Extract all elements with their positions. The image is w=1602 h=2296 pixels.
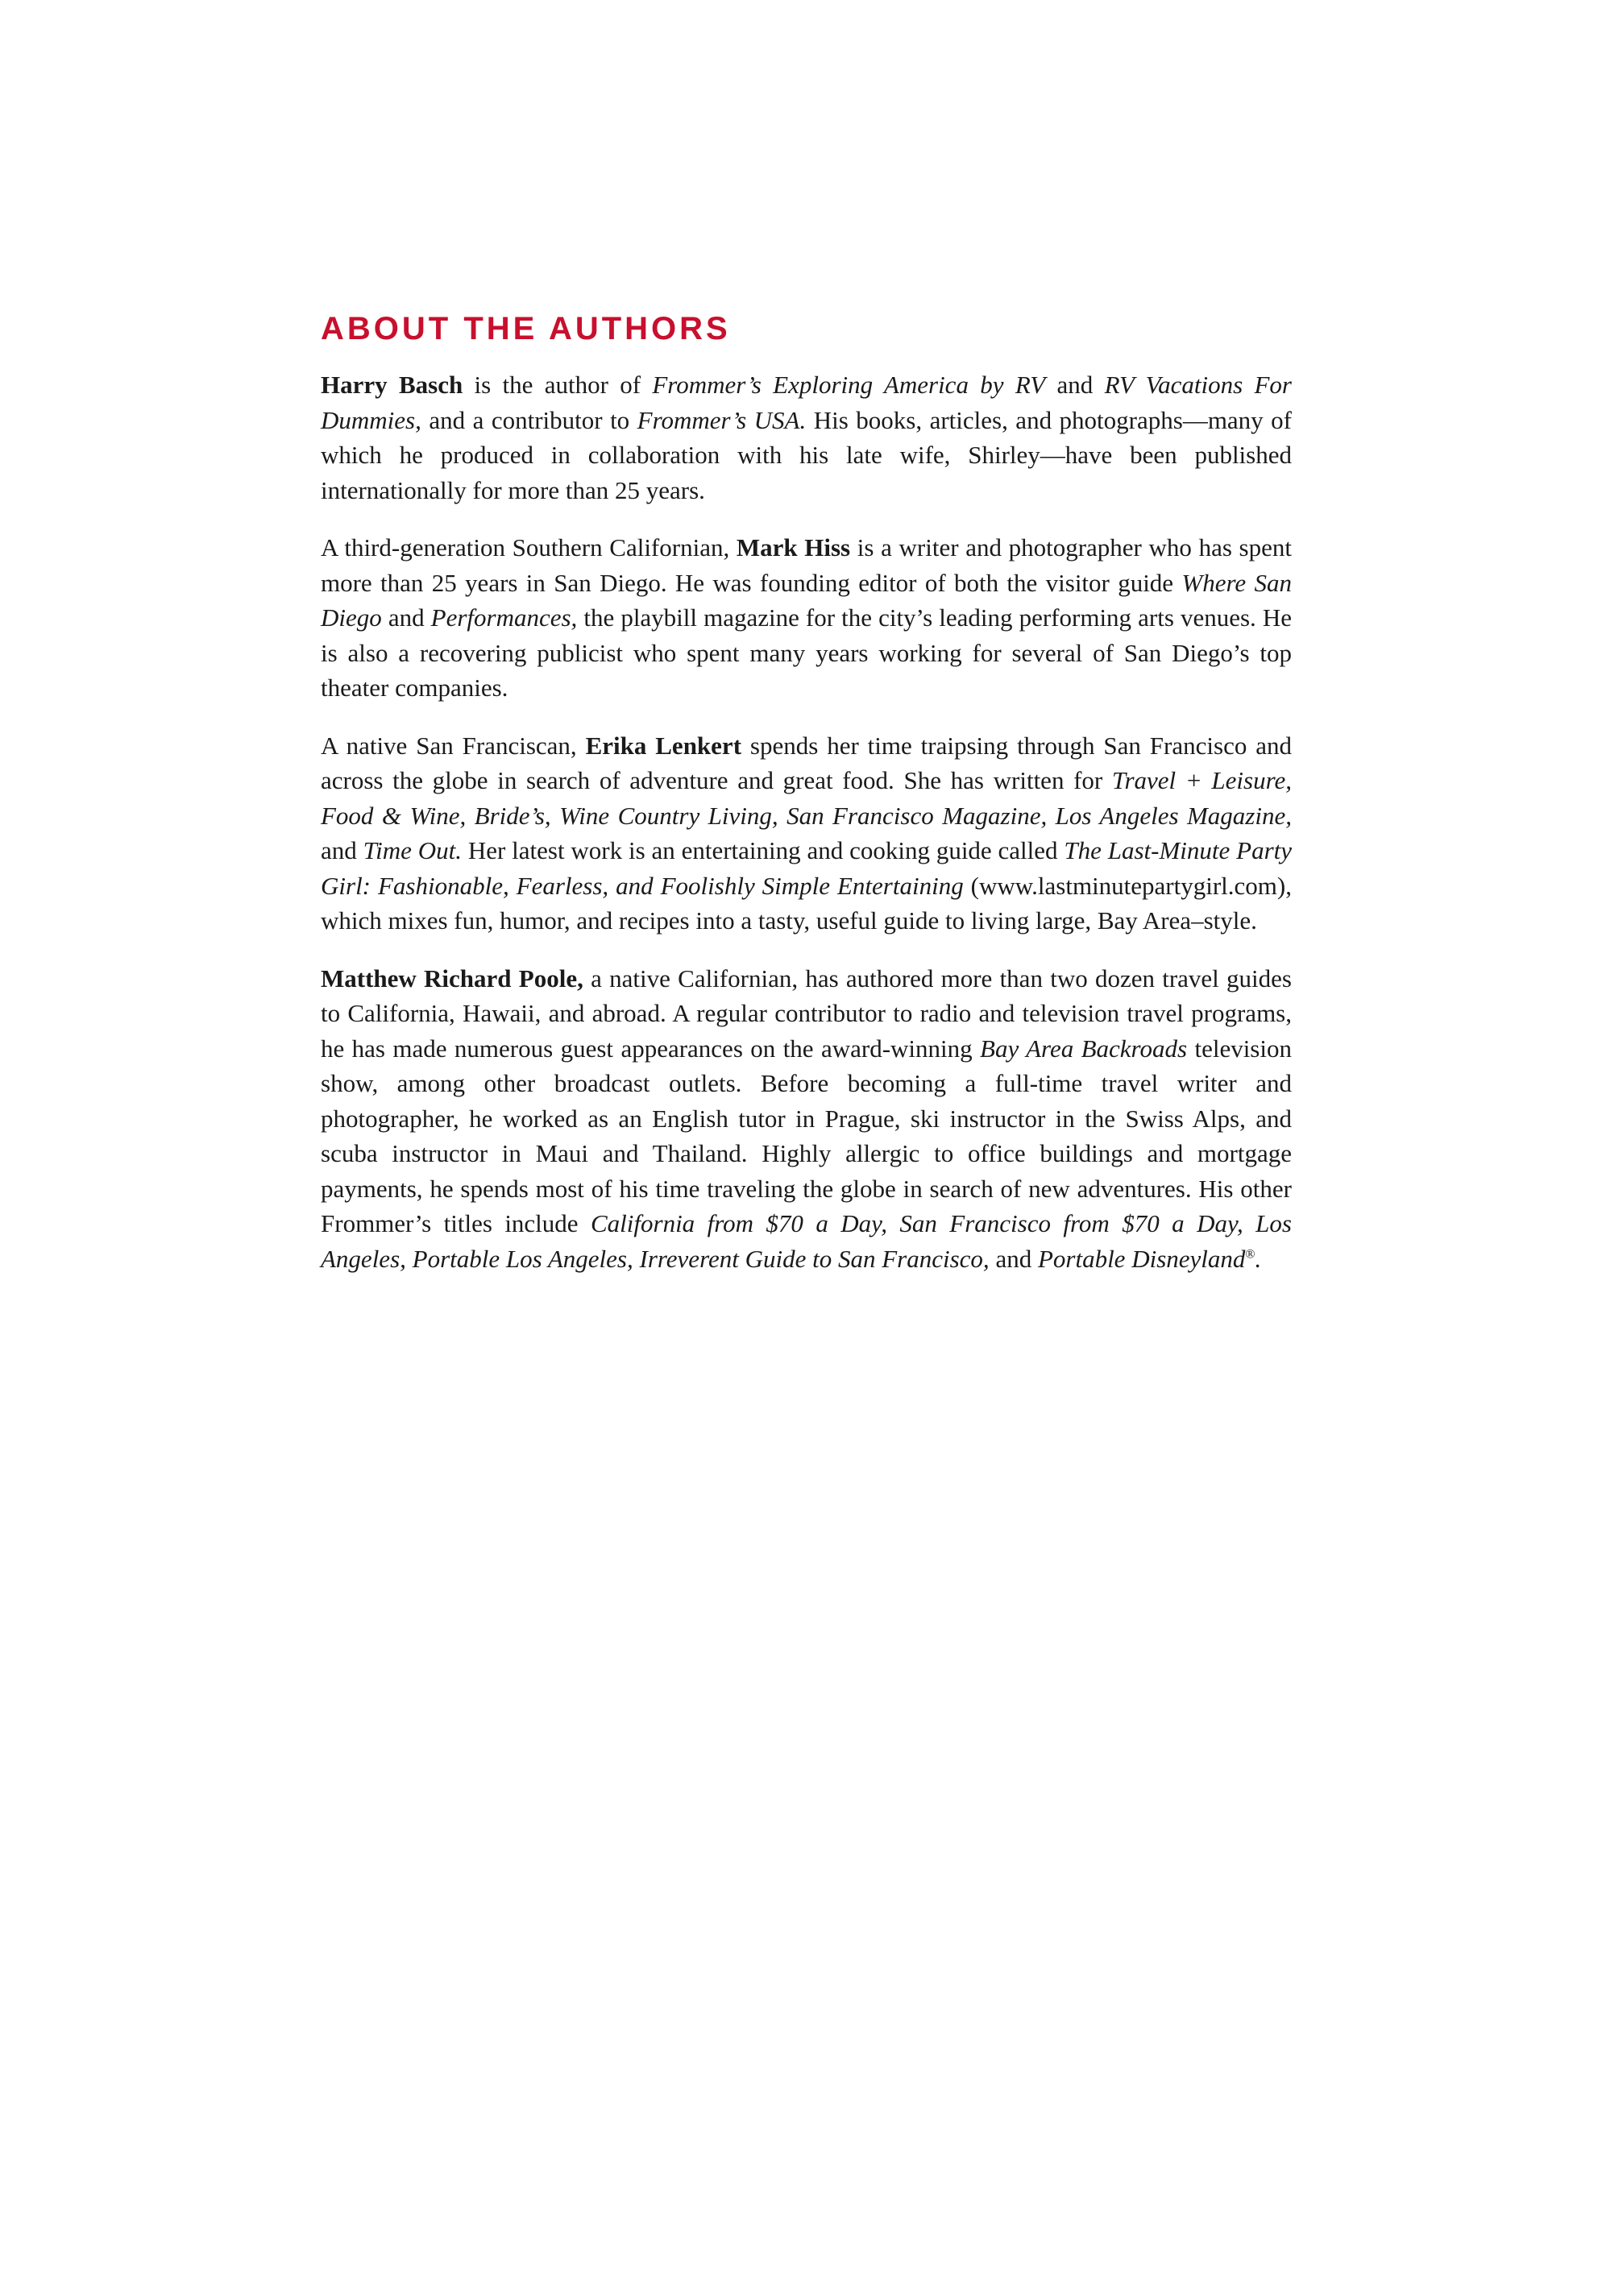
title-italic: Performances, xyxy=(430,603,578,632)
bio-text: and xyxy=(1045,371,1105,399)
bio-text: is the author of xyxy=(463,371,653,399)
bio-text: and a contributor to xyxy=(421,405,637,434)
title-italic: California from $70 a Day, San Francisco from $70 a Day, Los Angeles, Portable Los Angeles, Irreverent Guide to San Francisco, xyxy=(321,1209,1292,1273)
title-italic: RV Vacations For Dummies, xyxy=(321,371,1292,434)
bio-text: His books, articles, and photographs—many of which he produced in collaboration with his late wife, Shirley—have been published internationally for more than 25 years. xyxy=(321,405,1292,504)
title-italic: Where San Diego xyxy=(321,568,1292,632)
bio-text: Her latest work is an entertaining and cooking guide called xyxy=(462,836,1065,864)
author-name: Mark Hiss xyxy=(736,533,851,562)
title-italic: Travel + Leisure, Food & Wine, Bride’s, Wine Country Living, San Francisco Magazine, Los Angeles Magazine, xyxy=(321,766,1292,830)
bio-text: and xyxy=(321,836,363,864)
title-italic: Time Out. xyxy=(363,836,462,864)
bio-text: and xyxy=(381,603,431,632)
bio-text: (www.lastminutepartygirl.com), which mixes fun, humor, and recipes into a tasty, useful guide to living large, Bay Area–style. xyxy=(321,871,1292,935)
author-bios xyxy=(321,367,1292,1276)
registered-mark: ® xyxy=(1245,1247,1255,1262)
bio-text: spends her time traipsing through San Francisco and across the globe in search of adventure and great food. She has written for xyxy=(321,731,1292,794)
title-italic: Frommer’s Exploring America by RV xyxy=(652,371,1046,399)
author-name: Erika Lenkert xyxy=(585,731,742,760)
title-italic: . xyxy=(1255,1244,1262,1273)
bio-text: A third-generation Southern Californian, xyxy=(321,533,737,562)
author-name: Matthew Richard Poole, xyxy=(321,964,583,993)
bio-text: A native San Franciscan, xyxy=(321,731,586,760)
bio-text: television show, among other broadcast outlets. Before becoming a full-time travel writer and photographer, he worked as an English tutor in Prague, ski instructor in the Swiss Alps, and scuba instructor in Maui and Thailand. Highly allergic to office buildings and mortgage payments, he spends most of his time traveling the globe in search of new adventures. His other Frommer’s titles include xyxy=(321,1034,1292,1237)
author-name: Harry Basch xyxy=(321,371,463,399)
title-italic: Bay Area Backroads xyxy=(980,1034,1188,1063)
title-italic: Frommer’s USA. xyxy=(637,405,807,434)
author-bio-paragraph xyxy=(321,367,1292,508)
bio-text: a native Californian, has authored more than two dozen travel guides to California, Hawaii, and abroad. A regular contributor to radio and television travel programs, he has made numerous guest appearances on the award-winning xyxy=(321,964,1292,1063)
bio-text: the playbill magazine for the city’s leading performing arts venues. He is also a recovering publicist who spent many years working for several of San Diego’s top theater companies. xyxy=(321,603,1292,702)
bio-text: is a writer and photographer who has spent more than 25 years in San Diego. He was founding editor of both the visitor guide xyxy=(321,533,1292,597)
section-heading: ABOUT THE AUTHORS xyxy=(321,311,731,346)
title-italic: The Last-Minute Party Girl: Fashionable, Fearless, and Foolishly Simple Entertaining xyxy=(321,836,1292,900)
author-bio-paragraph xyxy=(321,961,1292,1277)
bio-text: and xyxy=(989,1244,1038,1273)
about-authors-section xyxy=(321,306,1292,1299)
title-italic: Portable Disneyland xyxy=(1037,1244,1246,1273)
author-bio-paragraph xyxy=(321,728,1292,939)
author-bio-paragraph xyxy=(321,530,1292,706)
